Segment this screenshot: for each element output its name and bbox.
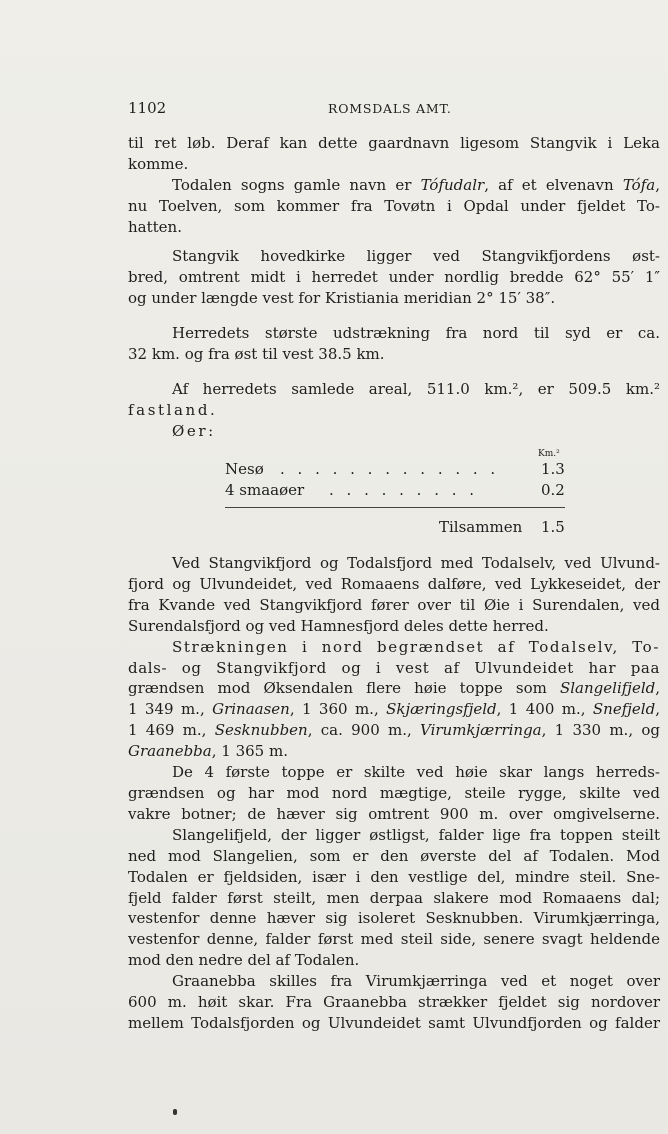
line: grændsen og har mod nord mægtige, steile rygge, skilte ved <box>128 783 660 802</box>
table-row <box>225 460 565 480</box>
island-area: 1.3 <box>541 460 565 478</box>
line: 32 km. og fra øst til vest 38.5 km. <box>128 345 385 363</box>
line: Herredets største udstrækning fra nord til syd er ca. <box>172 324 660 342</box>
line: hatten. <box>128 218 182 236</box>
table-row <box>225 481 565 501</box>
line: Todalen sogns gamle navn er Tófudalr, af et elvenavn Tófa, <box>172 176 660 194</box>
islands-label: Øer: <box>172 422 216 440</box>
paragraph-2 <box>128 175 660 238</box>
paragraph-1 <box>128 133 660 175</box>
ink-speck <box>173 1109 177 1115</box>
line: vestenfor denne, falder først med steil side, senere svagt heldende <box>128 930 660 949</box>
paragraph-3 <box>128 246 660 309</box>
running-title: ROMSDALS AMT. <box>328 101 452 116</box>
line: Graanebba, 1 365 m. <box>128 742 288 761</box>
line: nu Toelven, som kommer fra Tovøtn i Opdal under fjeldet To- <box>128 197 660 215</box>
line: Ved Stangvikfjord og Todalsfjord med Todalselv, ved Ulvund- <box>172 554 660 572</box>
line: fjeld falder først steilt, men derpaa slakere mod Romaaens dal; <box>128 888 660 907</box>
line: komme. <box>128 155 189 173</box>
line: Slangelifjeld, der ligger østligst, falder lige fra toppen steilt <box>172 825 660 844</box>
island-name: 4 smaaøer <box>225 481 305 499</box>
line: De 4 første toppe er skilte ved høie skar langs herreds- <box>172 763 660 782</box>
leader-dots: . . . . . . . . . <box>329 481 479 499</box>
line: Strækningen i nord begrændset af Todalselv, To- <box>172 637 660 656</box>
line: grændsen mod Øksendalen flere høie toppe som Slangelifjeld, <box>128 679 660 698</box>
line: Stangvik hovedkirke ligger ved Stangvikfjordens øst- <box>172 247 660 265</box>
running-header <box>128 99 658 121</box>
line: fastland. <box>128 401 218 419</box>
line: Surendalsfjord og ved Hamnesfjord deles dette herred. <box>128 616 549 635</box>
lower-text <box>128 553 660 1034</box>
line: Af herredets samlede areal, 511.0 km.², er 509.5 km.² <box>172 380 660 398</box>
line: mod den nedre del af Todalen. <box>128 951 360 970</box>
line: Todalen er fjeldsiden, især i den vestlige del, mindre steil. Sne- <box>128 867 660 886</box>
unit-label: Km.² <box>538 449 560 459</box>
line: 1 349 m., Grinaasen, 1 360 m., Skjæringsfjeld, 1 400 m., Snefjeld, <box>128 700 660 719</box>
island-area: 0.2 <box>541 481 565 499</box>
total-value: 1.5 <box>541 518 565 536</box>
line: vestenfor denne hæver sig isoleret Sesknubben. Virumkjærringa, <box>128 909 660 928</box>
line: ned mod Slangelien, som er den øverste del af Todalen. Mod <box>128 846 660 865</box>
sum-rule <box>225 507 565 508</box>
island-name: Nesø <box>225 460 264 478</box>
line: og under længde vest for Kristiania meridian 2° 15′ 38″. <box>128 289 556 307</box>
page-number: 1102 <box>128 99 167 117</box>
line: 1 469 m., Sesknubben, ca. 900 m., Virumkjærringa, 1 330 m., og <box>128 721 660 740</box>
line: dals- og Stangvikfjord og i vest af Ulvundeidet har paa <box>128 658 660 677</box>
total-label: Tilsammen <box>439 518 523 536</box>
line: 600 m. høit skar. Fra Graanebba strækker fjeldet sig nordover <box>128 993 660 1012</box>
line: mellem Todalsfjorden og Ulvundeidet samt Ulvundfjorden og falder <box>128 1013 660 1032</box>
line: til ret løb. Deraf kan dette gaardnavn ligesom Stangvik i Leka <box>128 134 660 152</box>
paragraph-5 <box>128 379 660 421</box>
line: vakre botner; de hæver sig omtrent 900 m. over omgivelserne. <box>128 804 660 823</box>
upper-text <box>128 133 660 442</box>
line: fjord og Ulvundeidet, ved Romaaens dalføre, ved Lykkeseidet, der <box>128 574 660 593</box>
line: bred, omtrent midt i herredet under nordlig bredde 62° 55′ 1″ <box>128 268 660 286</box>
leader-dots: . . . . . . . . . . . . . <box>280 460 500 478</box>
line: fra Kvande ved Stangvikfjord fører over til Øie i Surendalen, ved <box>128 595 660 614</box>
paragraph-4 <box>128 323 660 365</box>
line: Graanebba skilles fra Virumkjærringa ved et noget over <box>172 972 660 991</box>
